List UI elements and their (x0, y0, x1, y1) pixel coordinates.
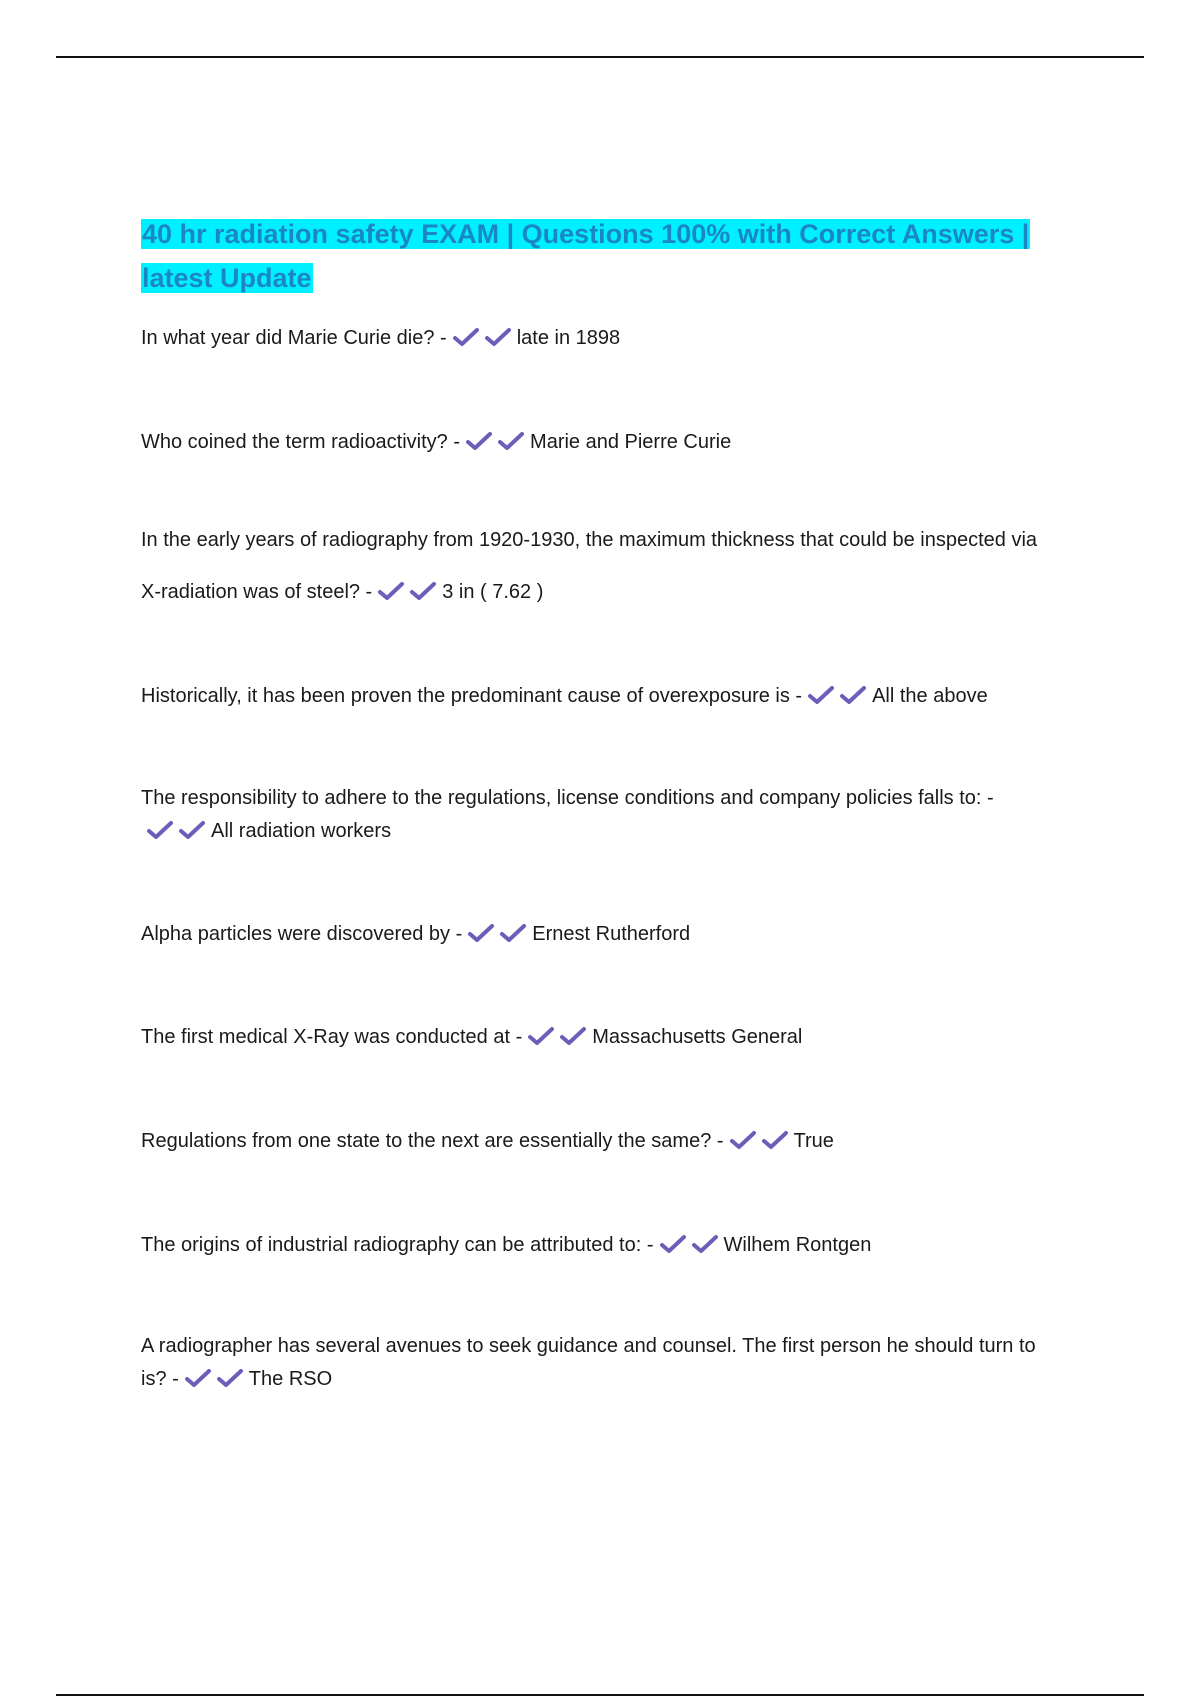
double-check-icon (528, 1024, 590, 1057)
double-check-icon (660, 1232, 722, 1265)
question-text: Historically, it has been proven the predominant cause of overexposure is - (141, 685, 803, 707)
checkmark-icon (179, 820, 205, 840)
answer-text: late in 1898 (516, 327, 621, 349)
answer-text: Massachusetts General (592, 1026, 803, 1048)
double-check-icon (466, 429, 528, 462)
checkmark-icon (147, 820, 173, 840)
double-check-icon (730, 1128, 792, 1161)
qa-item (141, 1021, 1061, 1057)
answer-text: Ernest Rutherford (532, 923, 691, 945)
checkmark-icon (498, 431, 524, 451)
checkmark-icon (453, 327, 479, 347)
question-text: In what year did Marie Curie die? - (141, 327, 447, 349)
qa-item-lead (141, 524, 1061, 557)
checkmark-icon (217, 1368, 243, 1388)
answer-text: All radiation workers (211, 820, 392, 842)
title-highlight: 40 hr radiation safety EXAM | Questions 100% with Correct Answers | latest Update (142, 219, 1030, 293)
checkmark-icon (692, 1234, 718, 1254)
question-text: The first medical X-Ray was conducted at - (141, 1026, 523, 1048)
question-text: Alpha particles were discovered by - (141, 923, 463, 945)
qa-item (141, 782, 1061, 851)
answer-text: Wilhem Rontgen (723, 1234, 872, 1256)
double-check-icon (453, 325, 515, 358)
checkmark-icon (840, 685, 866, 705)
checkmark-icon (410, 581, 436, 601)
answer-text: The RSO (248, 1368, 333, 1390)
answer-text: All the above (872, 685, 988, 707)
checkmark-icon (528, 1026, 554, 1046)
qa-item (141, 322, 1061, 358)
question-text: Regulations from one state to the next are essentially the same? - (141, 1130, 724, 1152)
double-check-icon (185, 1366, 247, 1399)
qa-item (141, 918, 1061, 954)
answer-text: True (793, 1130, 834, 1152)
double-check-icon (147, 818, 209, 851)
qa-item (141, 1125, 1061, 1161)
checkmark-icon (500, 923, 526, 943)
document-body (141, 212, 1061, 1399)
question-text: In the early years of radiography from 1920-1930, the maximum thickness that could be inspected via (141, 529, 1038, 551)
qa-item (141, 426, 1061, 462)
checkmark-icon (560, 1026, 586, 1046)
checkmark-icon (378, 581, 404, 601)
qa-item (141, 680, 1061, 716)
checkmark-icon (185, 1368, 211, 1388)
question-text: X-radiation was of steel? - (141, 581, 373, 603)
question-text: A radiographer has several avenues to seek guidance and counsel. The first person he should turn to is? - (141, 1335, 1036, 1390)
double-check-icon (468, 921, 530, 954)
checkmark-icon (466, 431, 492, 451)
double-check-icon (378, 579, 440, 612)
answer-text: 3 in ( 7.62 ) (442, 581, 544, 603)
checkmark-icon (730, 1130, 756, 1150)
checkmark-icon (808, 685, 834, 705)
checkmark-icon (762, 1130, 788, 1150)
header-rule (56, 56, 1144, 58)
answer-text: Marie and Pierre Curie (530, 431, 732, 453)
question-text: The responsibility to adhere to the regulations, license conditions and company policies falls to: - (141, 787, 994, 809)
qa-item (141, 1330, 1061, 1399)
question-text: The origins of industrial radiography can be attributed to: - (141, 1234, 654, 1256)
checkmark-icon (660, 1234, 686, 1254)
document-title (141, 212, 1061, 300)
checkmark-icon (468, 923, 494, 943)
qa-item (141, 576, 1061, 612)
checkmark-icon (485, 327, 511, 347)
double-check-icon (808, 683, 870, 716)
footer-rule (56, 1694, 1144, 1696)
question-text: Who coined the term radioactivity? - (141, 431, 461, 453)
qa-item (141, 1229, 1061, 1265)
